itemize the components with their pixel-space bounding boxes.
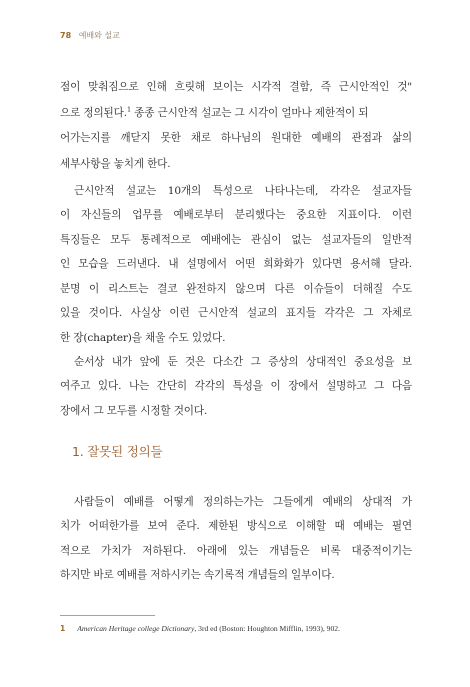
footnote: [60, 624, 420, 633]
text-line: 근시안적 설교는 10개의 특성으로 나타나는데, 각각은 설교자들: [74, 185, 412, 197]
book-title: 예배와 설교: [78, 31, 120, 40]
text-line: 으로 정의된다.$^1$ 종종 근시안적 설교는 그 시각이 얼마나 제한적이 되: [60, 105, 369, 119]
text-line: 특징들은 모두 통례적으로 예배에는 관심이 없는 설교자들의 일반적: [60, 234, 412, 246]
text-line: 어가는지를 깨닫지 못한 채로 하나님의 원대한 예배의 관점과 삶의: [60, 132, 412, 144]
page-number: 78: [60, 31, 72, 40]
section-heading: 1. 잘못된 정의들: [72, 444, 163, 459]
text-line: 치가 어떠한가를 보여 준다. 제한된 방식으로 이해할 때 예배는 필연: [60, 520, 412, 532]
running-header: [60, 30, 120, 41]
footnote-divider: [60, 615, 155, 616]
footnote-title: American Heritage college Dictionary: [77, 624, 195, 633]
text-line: 인 모습을 드러낸다. 내 설명에서 어떤 희화화가 있다면 용서해 달라.: [60, 258, 412, 270]
text-line: 순서상 내가 앞에 둔 것은 다소간 그 증상의 상대적인 중요성을 보: [74, 356, 412, 368]
text-line: 하지만 바로 예배를 저하시키는 속기록적 개념들의 일부이다.: [60, 569, 335, 581]
text-line: 사람들이 예배를 어떻게 정의하는가는 그들에게 예배의 상대적 가: [74, 496, 412, 508]
footnote-ref[interactable]: 1: [126, 105, 131, 114]
text-line: 분명 이 리스트는 결코 완전하지 않으며 다른 이슈들이 더해질 수도: [60, 283, 412, 295]
text-line: 한 장(chapter)을 채울 수도 있었다.: [60, 332, 226, 344]
footnote-details: , 3rd ed (Boston: Houghton Mifflin, 1993), 902.: [194, 624, 340, 633]
text-line: 적으로 가치가 저하된다. 아래에 있는 개념들은 비록 대중적이기는: [60, 545, 412, 557]
text-line: 세부사항을 놓치게 한다.: [60, 158, 171, 170]
text-line: 이 자신들의 업무를 예배로부터 분리했다는 중요한 지표이다. 이런: [60, 209, 412, 221]
text-line: 점이 맞춰짐으로 인해 흐릿해 보이는 시각적 결함, 즉 근시안적인 것": [60, 81, 412, 93]
text-line: 여주고 있다. 나는 간단히 각각의 특성을 이 장에서 설명하고 그 다음: [60, 380, 412, 392]
footnote-number: 1: [60, 624, 66, 633]
text-line: 있을 것이다. 사실상 이런 근시안적 설교의 표지들 각각은 그 자체로: [60, 307, 412, 319]
text-line: 장에서 그 모두를 시정할 것이다.: [60, 405, 208, 417]
